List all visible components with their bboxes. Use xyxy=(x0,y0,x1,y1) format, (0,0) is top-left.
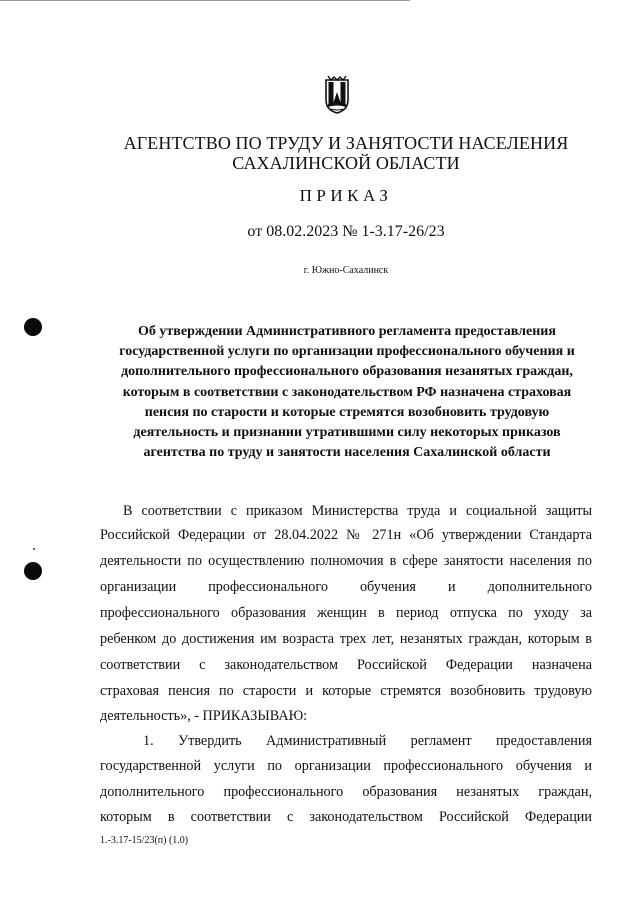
subject-line: дополнительного профессионального образования незанятых граждан, xyxy=(121,364,573,380)
document-subject xyxy=(100,322,594,463)
body-line: В соответствии с приказом Министерства труда и социальной защиты xyxy=(123,503,592,519)
body-line: Российской Федерации от 28.04.2022 № 271н «Об утверждении Стандарта xyxy=(100,527,592,543)
subject-line: пенсия по старости и которые стремятся возобновить трудовую xyxy=(144,404,550,420)
coat-of-arms-emblem xyxy=(322,74,352,114)
body-line: ребенком до достижения им возраста трех лет, незанятых граждан, которым в xyxy=(100,631,592,647)
body-line: 1. Утвердить Административный регламент предоставления xyxy=(143,733,592,749)
document-type: ПРИКАЗ xyxy=(299,186,393,205)
body-line: деятельности по осуществлению полномочия в сфере занятости населения по xyxy=(100,553,592,569)
document-city: г. Южно-Сахалинск xyxy=(303,265,389,276)
punch-hole xyxy=(24,318,42,336)
document-date-number: от 08.02.2023 № 1-3.17-26/23 xyxy=(247,223,445,240)
body-line: государственной услуги по организации профессионального обучения и xyxy=(100,758,592,774)
agency-name-line1: АГЕНТСТВО ПО ТРУДУ И ЗАНЯТОСТИ НАСЕЛЕНИЯ xyxy=(123,133,569,153)
subject-line: которым в соответствии с законодательством РФ назначена страховая xyxy=(122,384,572,400)
body-line: страховая пенсия по старости и которые стремятся возобновить трудовую xyxy=(100,683,592,699)
body-line: профессионального образования женщин в период отпуска по уходу за xyxy=(100,605,592,621)
subject-line: государственной услуги по организации профессионального обучения и xyxy=(119,344,575,360)
scan-speck xyxy=(33,548,35,550)
scan-top-edge xyxy=(0,0,410,1)
body-line: соответствии с законодательством Российской Федерации назначена xyxy=(100,657,592,673)
body-line: деятельность», - ПРИКАЗЫВАЮ: xyxy=(100,708,308,724)
punch-hole xyxy=(24,562,42,580)
subject-line: Об утверждении Административного регламента предоставления xyxy=(138,324,556,339)
body-line: дополнительного профессионального образования незанятых граждан, xyxy=(100,784,592,800)
document-code: 1.-3.17-15/23(п) (1.0) xyxy=(100,835,189,846)
body-line: организации профессионального обучения и дополнительного xyxy=(100,579,592,595)
subject-line: агентства по труду и занятости населения Сахалинской области xyxy=(143,445,551,461)
subject-line: деятельность и признании утратившими силу некоторых приказов xyxy=(133,425,561,441)
body-line: которым в соответствии с законодательством Российской Федерации xyxy=(100,809,592,825)
agency-name-line2: САХАЛИНСКОЙ ОБЛАСТИ xyxy=(232,153,460,173)
